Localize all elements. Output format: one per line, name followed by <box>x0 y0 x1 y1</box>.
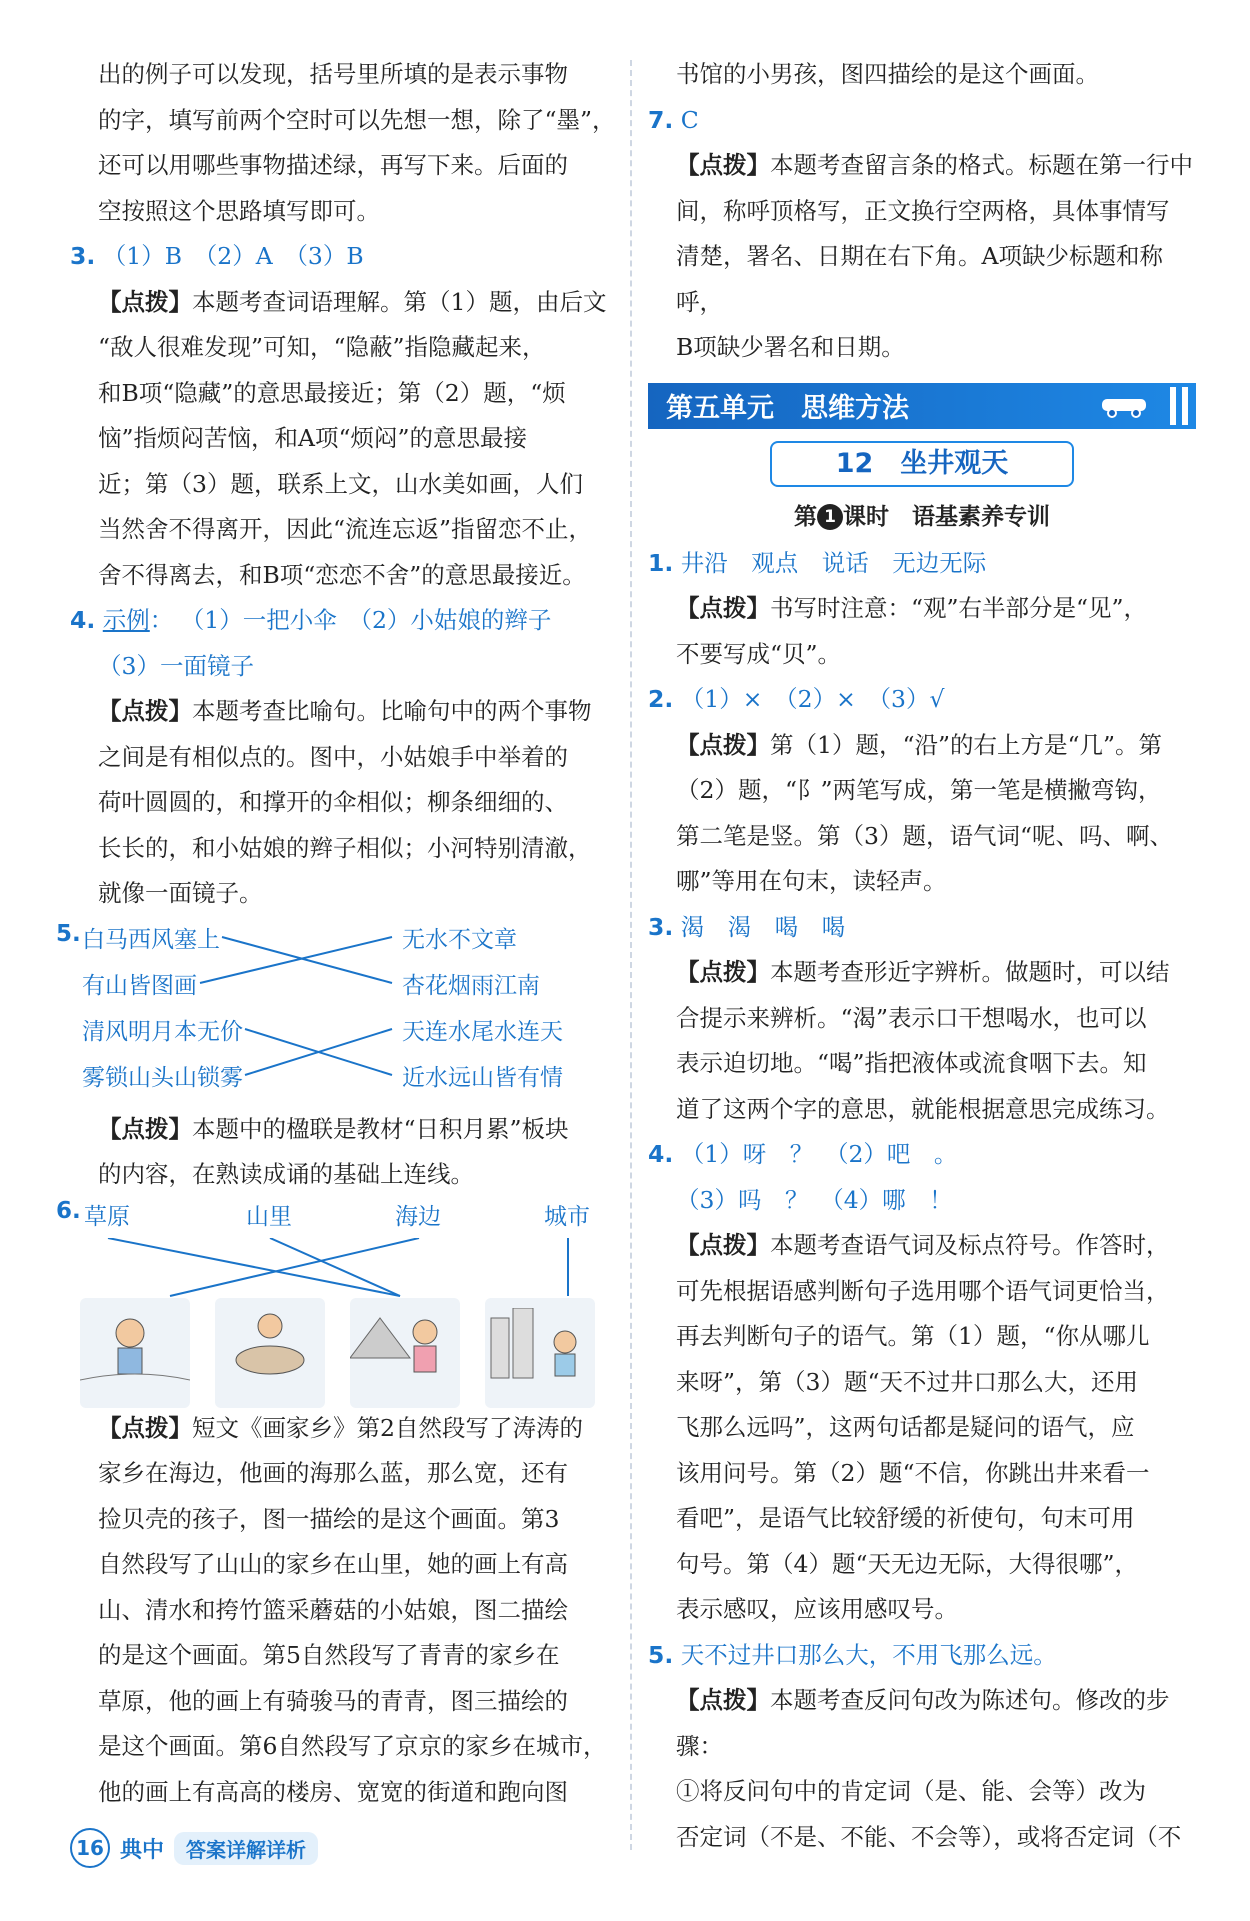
tip-line: 之间是有相似点的。图中，小姑娘手中举着的 <box>98 742 568 771</box>
tip-tag: 【点拨】 <box>98 287 192 316</box>
answer: 渴 渴 喝 喝 <box>680 912 846 941</box>
column-divider <box>630 60 632 1850</box>
question-number: 7. <box>648 105 674 134</box>
text-line: 书馆的小男孩，图四描绘的是这个画面。 <box>676 60 1099 88</box>
matching-exercise <box>56 917 620 1107</box>
footer-title: 答案详解详析 <box>174 1832 318 1865</box>
answer: （1）B （2）A （3）B <box>102 242 364 270</box>
tip-line: （2）题，“阝”两笔写成，第一笔是横撇弯钩， <box>676 776 1162 804</box>
tip-text: 本题考查语气词及标点符号。作答时， <box>770 1231 1170 1259</box>
tip-tag: 【点拨】 <box>98 1114 192 1143</box>
tip-line: 就像一面镜子。 <box>98 879 263 907</box>
tip-text: 本题中的楹联是教材“日积月累”板块 <box>192 1114 569 1143</box>
place-label: 草原 <box>84 1203 130 1230</box>
unit-title: 第五单元 思维方法 <box>666 393 909 424</box>
match-left-item: 白马西风塞上 <box>82 926 220 953</box>
answer: 井沿 观点 说话 无边无际 <box>680 548 987 577</box>
tip-text: 本题考查比喻句。比喻句中的两个事物 <box>192 697 592 725</box>
tip-line <box>70 1107 620 1153</box>
tip-line: 他的画上有高高的楼房、宽宽的街道和跑向图 <box>98 1777 568 1806</box>
answer: （1）呀 ？ （2）吧 。 <box>680 1140 958 1168</box>
brand-logo: 典中 <box>120 1837 165 1863</box>
tip-tag: 【点拨】 <box>676 594 770 622</box>
tip-line: 句号。第（4）题“天无边无际，大得很哪”， <box>676 1549 1138 1578</box>
answer: （1）× （2）× （3）√ <box>680 685 945 713</box>
tip-line <box>648 1678 1196 1769</box>
tip-line: 表示迫切地。“喝”指把液体或流食咽下去。知 <box>676 1049 1147 1077</box>
match-left-item: 有山皆图画 <box>82 972 197 999</box>
tip-line: 近；第（3）题，联系上文，山水美如画，人们 <box>98 469 583 498</box>
tip-line <box>70 1406 620 1452</box>
beach-picture <box>80 1298 190 1408</box>
tip-line: “敌人很难发现”可知，“隐蔽”指隐藏起来， <box>98 333 546 361</box>
tip-line: 舍不得离去，和B项“恋恋不舍”的意思最接近。 <box>98 560 586 589</box>
tip-line <box>648 143 1196 189</box>
question-number: 6. <box>56 1197 81 1224</box>
mushroom-girl-icon <box>350 1308 460 1388</box>
match-right-item: 近水远山皆有情 <box>402 1064 563 1091</box>
tip-text: 书写时注意：“观”右半部分是“见”， <box>770 594 1148 622</box>
tip-line <box>70 280 620 326</box>
tip-line: 看吧”，是语气比较舒缓的祈使句，句末可用 <box>676 1504 1135 1532</box>
tip-line <box>648 1223 1196 1269</box>
tip-line: 长长的，和小姑娘的辫子相似；小河特别清澈， <box>98 833 592 862</box>
question-s5 <box>648 1633 1196 1679</box>
match-lines <box>70 917 620 1107</box>
tip-line: 家乡在海边，他画的海那么蓝，那么宽，还有 <box>98 1459 568 1487</box>
tip-text: 本题考查留言条的格式。标题在第一行中 <box>770 151 1193 179</box>
tip-line: 可先根据语感判断句子选用哪个语气词更恰当， <box>676 1276 1170 1305</box>
tip-line <box>648 586 1196 632</box>
tip-line: 来呀”，第（3）题“天不过井口那么大，还用 <box>676 1367 1138 1396</box>
tip-tag: 【点拨】 <box>98 1413 192 1442</box>
tip-line: 道了这两个字的意思，就能根据意思完成练习。 <box>676 1094 1170 1123</box>
answer: 天不过井口那么大，不用飞那么远。 <box>680 1640 1057 1669</box>
tip-line: 表示感叹，应该用感叹号。 <box>676 1595 958 1623</box>
answer: （3）一面镜子 <box>98 651 254 680</box>
tip-line: B项缺少署名和日期。 <box>676 333 905 361</box>
tip-line: 山、清水和挎竹篮采蘑菇的小姑娘，图二描绘 <box>98 1595 568 1624</box>
match-left-item: 雾锁山头山锁雾 <box>82 1064 243 1091</box>
question-number: 5. <box>648 1640 674 1669</box>
match-right-item: 无水不文章 <box>402 926 517 953</box>
page-footer <box>70 1828 318 1868</box>
tip-text: 第（1）题，“沿”的右上方是“几”。第 <box>770 730 1163 759</box>
question-4 <box>70 598 620 644</box>
tip-tag: 【点拨】 <box>676 151 770 179</box>
tip-line: 的内容，在熟读成诵的基础上连线。 <box>98 1160 474 1188</box>
tip-line: ①将反问句中的肯定词（是、能、会等）改为 <box>676 1777 1146 1805</box>
tip-line <box>648 723 1196 769</box>
tip-line: 不要写成“贝”。 <box>676 639 842 668</box>
question-s4 <box>648 1132 1196 1178</box>
tip-line: 合提示来辨析。“渴”表示口干想喝水，也可以 <box>676 1003 1147 1032</box>
tip-text: 本题考查形近字辨析。做题时，可以结 <box>770 958 1170 986</box>
page-number: 16 <box>70 1828 110 1868</box>
tip-line: 恼”指烦闷苦恼，和A项“烦闷”的意思最接 <box>98 424 528 452</box>
text-line: 的字，填写前两个空时可以先想一想，除了“墨”， <box>98 105 616 134</box>
question-number: 4. <box>70 606 96 634</box>
text-line: 还可以用哪些事物描述绿，再写下来。后面的 <box>98 151 568 179</box>
answer: （3）吗 ？ （4）哪 ！ <box>676 1185 953 1214</box>
tip-text: 短文《画家乡》第2自然段写了涛涛的 <box>192 1413 583 1442</box>
banner-stripe <box>1182 387 1188 425</box>
question-number: 1. <box>648 548 674 577</box>
tip-line: 捡贝壳的孩子，图一描绘的是这个画面。第3 <box>98 1504 560 1533</box>
tip-line: 的是这个画面。第5自然段写了青青的家乡在 <box>98 1641 560 1669</box>
tip-line: 否定词（不是、不能、不会等），或将否定词（不 <box>676 1822 1182 1851</box>
session-number: 1 <box>817 504 843 530</box>
tip-tag: 【点拨】 <box>676 958 770 986</box>
grassland-picture <box>215 1298 325 1408</box>
tip-line: 是这个画面。第6自然段写了京京的家乡在城市， <box>98 1732 607 1760</box>
question-s1 <box>648 541 1196 587</box>
right-column <box>648 52 1196 1860</box>
tip-line: 荷叶圆圆的，和撑开的伞相似；柳条细细的、 <box>98 788 568 816</box>
tip-tag: 【点拨】 <box>676 1686 770 1714</box>
tip-tag: 【点拨】 <box>98 697 192 725</box>
session-prefix: 第 <box>794 503 817 530</box>
left-column <box>56 52 620 1815</box>
lesson-title: 12 坐井观天 <box>770 441 1074 487</box>
tip-line: 再去判断句子的语气。第（1）题，“你从哪儿 <box>676 1322 1150 1350</box>
question-number: 3. <box>648 912 674 941</box>
beach-child-icon <box>80 1308 190 1388</box>
answer: C <box>680 105 699 134</box>
tip-line: 和B项“隐藏”的意思最接近；第（2）题，“烦 <box>98 378 566 407</box>
tip-text: 本题考查词语理解。第（1）题，由后文 <box>192 287 607 316</box>
session-suffix: 课时 语基素养专训 <box>843 503 1050 530</box>
banner-stripe <box>1170 387 1176 425</box>
unit-banner <box>648 383 1196 429</box>
place-label: 海边 <box>395 1203 441 1230</box>
city-buildings-icon <box>485 1308 595 1388</box>
tip-line: 草原，他的画上有骑骏马的青青，图三描绘的 <box>98 1686 568 1715</box>
question-number: 3. <box>70 242 96 270</box>
place-label: 山里 <box>246 1203 292 1230</box>
tip-line: 该用问号。第（2）题“不信，你跳出井来看一 <box>676 1458 1150 1487</box>
colon: ： <box>149 606 174 634</box>
text-line: 出的例子可以发现，括号里所填的是表示事物 <box>98 60 568 88</box>
question-s3 <box>648 905 1196 951</box>
tip-line: 飞那么远吗”，这两句话都是疑问的语气，应 <box>676 1413 1135 1441</box>
question-3 <box>70 234 620 280</box>
match-right-item: 杏花烟雨江南 <box>402 972 540 999</box>
answer: （1）一把小伞 （2）小姑娘的辫子 <box>180 606 552 634</box>
tip-line: 清楚，署名、日期在右下角。A项缺少标题和称呼， <box>676 242 1163 316</box>
tip-line <box>648 950 1196 996</box>
example-label: 示例 <box>102 606 150 634</box>
tip-line: 当然舍不得离开，因此“流连忘返”指留恋不止， <box>98 515 593 543</box>
tip-tag: 【点拨】 <box>676 730 770 759</box>
question-number: 4. <box>648 1140 674 1168</box>
tip-line: 第二笔是竖。第（3）题，语气词“呢、吗、啊、 <box>676 821 1173 850</box>
car-icon <box>1096 391 1156 419</box>
match-left-item: 清风明月本无价 <box>82 1018 243 1045</box>
picture-row <box>70 1248 620 1378</box>
question-number: 2. <box>648 685 674 713</box>
city-picture <box>485 1298 595 1408</box>
match-right-item: 天连水尾水连天 <box>402 1018 563 1045</box>
tip-line: 哪”等用在句末，读轻声。 <box>676 867 947 895</box>
session-title <box>648 493 1196 541</box>
question-number: 5. <box>56 920 81 947</box>
tip-tag: 【点拨】 <box>676 1231 770 1259</box>
place-label: 城市 <box>544 1203 590 1230</box>
text-line: 空按照这个思路填写即可。 <box>98 196 380 225</box>
tip-line <box>70 689 620 735</box>
question-7 <box>648 98 1196 144</box>
question-s2 <box>648 677 1196 723</box>
horse-rider-icon <box>215 1308 325 1388</box>
tip-text: 本题考查反问句改为陈述句。修改的步骤： <box>676 1686 1170 1760</box>
mountain-picture <box>350 1298 460 1408</box>
tip-line: 间，称呼顶格写，正文换行空两格，具体事情写 <box>676 196 1170 225</box>
tip-line: 自然段写了山山的家乡在山里，她的画上有高 <box>98 1550 568 1578</box>
